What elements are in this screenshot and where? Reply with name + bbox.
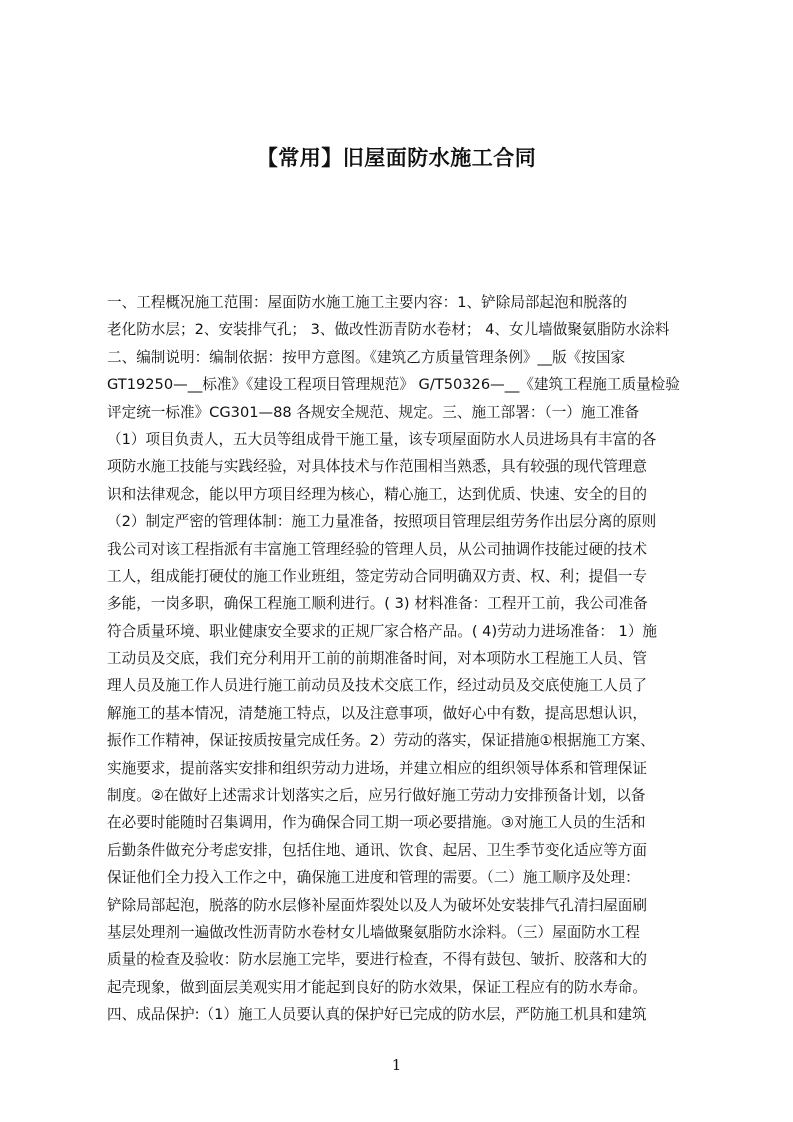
body-line: （1）项目负责人，五大员等组成骨干施工量，该专项屋面防水人员进场具有丰富的各	[107, 430, 657, 448]
body-line: 老化防水层；2、安装排气孔； 3、做改性沥青防水卷材； 4、女儿墙做聚氨脂防水涂料	[107, 321, 670, 339]
body-line: 质量的检查及验收：防水层施工完毕，要进行检查，不得有鼓包、皱折、胶落和大的	[107, 951, 647, 969]
body-line: 工动员及交底，我们充分利用开工前的前期准备时间，对本项防水工程施工人员、管	[107, 650, 647, 668]
body-line: 二、编制说明：编制依据：按甲方意图。《建筑乙方质量管理条例》__版《按国家	[107, 348, 626, 366]
body-line: 工人，组成能打硬仗的施工作业班组，签定劳动合同明确双方责、权、利；提倡一专	[107, 567, 647, 585]
body-line: 符合质量环境、职业健康安全要求的正规厂家合格产品。( 4)劳动力进场准备： 1）施	[107, 622, 658, 640]
body-line: （2）制定严密的管理体制：施工力量准备，按照项目管理层组劳务作出层分离的原则	[107, 513, 657, 531]
body-line: 起壳现象，做到面层美观实用才能起到良好的防水效果，保证工程应有的防水寿命。	[107, 978, 647, 996]
body-line: 项防水施工技能与实践经验，对具体技术与作范围相当熟悉，具有较强的现代管理意	[107, 458, 647, 476]
page-number: 1	[391, 1056, 402, 1074]
body-line: 保证他们全力投入工作之中，确保施工进度和管理的需要。（二）施工顺序及处理：	[107, 869, 640, 887]
body-line: 实施要求，提前落实安排和组织劳动力进场，并建立相应的组织领导体系和管理保证	[107, 759, 647, 777]
body-line: 一、工程概况施工范围：屋面防水施工施工主要内容：1、铲除局部起泡和脱落的	[107, 294, 628, 311]
body-line: 后勤条件做充分考虑安排，包括住地、通讯、饮食、起居、卫生季节变化适应等方面	[107, 841, 647, 859]
document-title: 【常用】旧屋面防水施工合同	[256, 146, 537, 170]
body-line: 四、成品保护:（1）施工人员要认真的保护好已完成的防水层，严防施工机具和建筑	[107, 1006, 647, 1024]
document-body	[107, 289, 697, 1024]
body-line: 铲除局部起泡，脱落的防水层修补屋面炸裂处以及人为破坏处安装排气孔清扫屋面刷	[107, 896, 647, 914]
body-line: 在必要时能随时召集调用，作为确保合同工期一项必要措施。③对施工人员的生活和	[107, 814, 646, 832]
body-line: 解施工的基本情况，清楚施工特点，以及注意事项，做好心中有数，提高思想认识，	[107, 704, 647, 722]
body-line: 振作工作精神，保证按质按量完成任务。2）劳动的落实，保证措施①根据施工方案、	[107, 732, 655, 750]
body-line: 基层处理剂一遍做改性沥青防水卷材女儿墙做聚氨脂防水涂料。（三）屋面防水工程	[107, 923, 640, 941]
body-line: 理人员及施工作人员进行施工前动员及技术交底工作，经过动员及交底使施工人员了	[107, 677, 647, 695]
body-line: 评定统一标准》CG301—88 各规安全规范、规定。三、施工部署：（一）施工准备	[107, 403, 640, 421]
body-line: 多能，一岗多职，确保工程施工顺利进行。( 3) 材料准备：工程开工前，我公司准备	[107, 595, 648, 613]
body-line: 制度。②在做好上述需求计划落实之后，应另行做好施工劳动力安排预备计划，以备	[107, 787, 646, 805]
body-line: GT19250—__标准》《建设工程项目管理规范》 G/T50326—__《建筑工程施工质量检验	[107, 376, 680, 394]
body-line: 我公司对该工程指派有丰富施工管理经验的管理人员，从公司抽调作技能过硬的技术	[107, 540, 647, 558]
body-line: 识和法律观念，能以甲方项目经理为核心，精心施工，达到优质、快速、安全的目的	[107, 485, 647, 503]
